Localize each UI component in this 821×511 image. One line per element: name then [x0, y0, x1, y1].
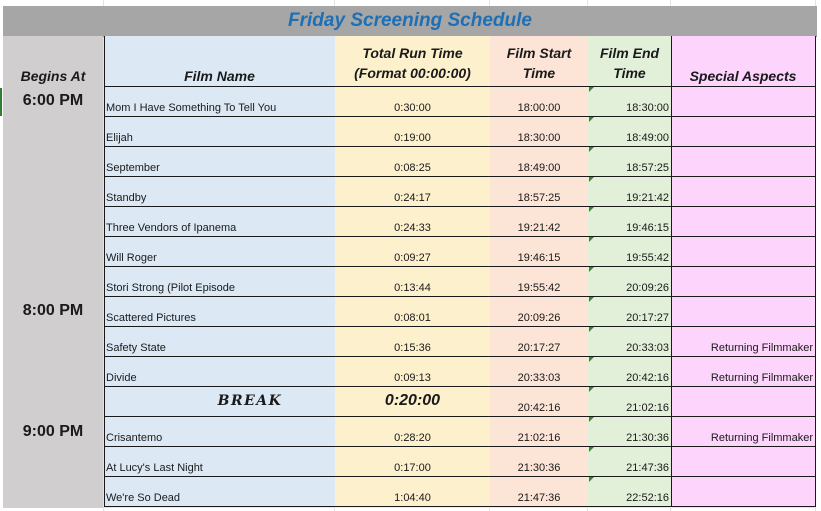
start-time-cell[interactable]: 18:30:00 — [517, 132, 561, 144]
row-border — [104, 176, 816, 177]
special-aspects-cell[interactable] — [671, 296, 814, 326]
row-border — [104, 326, 816, 327]
start-time-cell[interactable]: 19:46:15 — [517, 252, 561, 264]
start-time-cell[interactable]: 21:30:36 — [517, 462, 561, 474]
special-aspects-cell[interactable] — [671, 476, 814, 506]
cell-warning-icon — [589, 477, 594, 482]
cell-warning-icon — [589, 297, 594, 302]
row-border — [104, 386, 816, 387]
cell-warning-icon — [589, 447, 594, 452]
header-end-time[interactable]: Film End Time — [599, 45, 660, 81]
run-time-cell[interactable]: 0:24:17 — [394, 192, 431, 204]
special-aspects-cell[interactable] — [671, 386, 814, 416]
cell-warning-icon — [589, 147, 594, 152]
run-time-cell[interactable]: 0:17:00 — [394, 462, 431, 474]
film-name-cell[interactable]: Will Roger — [106, 252, 157, 264]
start-time-cell[interactable]: 19:21:42 — [517, 222, 561, 234]
column-border — [671, 36, 672, 507]
special-aspects-cell[interactable]: Returning Filmmaker — [710, 432, 813, 444]
film-name-cell[interactable]: Mom I Have Something To Tell You — [106, 102, 277, 114]
end-time-cell[interactable]: 19:46:15 — [626, 222, 669, 234]
header-special-aspects[interactable]: Special Aspects — [689, 68, 797, 84]
row-border — [104, 296, 816, 297]
start-time-cell[interactable]: 20:17:27 — [517, 342, 561, 354]
row-border — [104, 86, 816, 87]
time-label-8pm[interactable]: 8:00 PM — [22, 302, 84, 319]
cell-warning-icon — [589, 237, 594, 242]
run-time-cell[interactable]: 0:09:13 — [394, 372, 431, 384]
special-aspects-cell[interactable] — [671, 266, 814, 296]
end-time-cell[interactable]: 18:49:00 — [626, 132, 669, 144]
header-begins-at[interactable]: Begins At — [20, 68, 86, 84]
end-time-cell[interactable]: 22:52:16 — [626, 492, 669, 504]
row-border — [104, 116, 816, 117]
time-label-9pm[interactable]: 9:00 PM — [22, 423, 84, 440]
run-time-cell[interactable]: 0:15:36 — [394, 342, 431, 354]
start-time-cell[interactable]: 19:55:42 — [517, 282, 561, 294]
film-name-cell[interactable]: At Lucy's Last Night — [106, 462, 203, 474]
start-time-cell[interactable]: 18:49:00 — [517, 162, 561, 174]
column-border — [104, 36, 105, 507]
row-border — [104, 206, 816, 207]
film-name-cell[interactable]: Crisantemo — [106, 432, 163, 444]
header-run-time[interactable]: Total Run Time (Format 00:00:00) — [354, 45, 471, 81]
end-time-cell[interactable]: 20:33:03 — [626, 342, 669, 354]
film-name-cell[interactable]: Safety State — [106, 342, 166, 354]
run-time-cell[interactable]: 0:08:25 — [394, 162, 431, 174]
active-row-marker — [0, 88, 2, 116]
time-label-6pm[interactable]: 6:00 PM — [22, 92, 84, 109]
special-aspects-cell[interactable] — [671, 86, 814, 116]
cell-warning-icon — [589, 177, 594, 182]
special-aspects-cell[interactable] — [671, 206, 814, 236]
film-name-cell[interactable]: We're So Dead — [106, 492, 181, 504]
run-time-cell[interactable]: 1:04:40 — [394, 492, 431, 504]
film-name-cell[interactable]: Divide — [106, 372, 137, 384]
film-name-cell[interactable]: Elijah — [106, 132, 133, 144]
row-border — [104, 356, 816, 357]
special-aspects-cell[interactable]: Returning Filmmaker — [710, 342, 813, 354]
start-time-cell[interactable]: 18:57:25 — [517, 192, 561, 204]
run-time-cell[interactable]: 0:20:00 — [384, 392, 441, 409]
row-border — [104, 236, 816, 237]
run-time-cell[interactable]: 0:09:27 — [394, 252, 431, 264]
start-time-cell[interactable]: 20:42:16 — [517, 402, 561, 414]
special-aspects-cell[interactable] — [671, 176, 814, 206]
special-aspects-cell[interactable]: Returning Filmmaker — [710, 372, 813, 384]
header-start-time[interactable]: Film Start Time — [506, 45, 572, 81]
end-time-cell[interactable]: 19:55:42 — [626, 252, 669, 264]
end-time-cell[interactable]: 18:57:25 — [626, 162, 669, 174]
end-time-cell[interactable]: 20:09:26 — [626, 282, 669, 294]
start-time-cell[interactable]: 21:47:36 — [517, 492, 561, 504]
end-time-cell[interactable]: 20:17:27 — [626, 312, 669, 324]
run-time-cell[interactable]: 0:13:44 — [394, 282, 431, 294]
film-name-cell[interactable]: Standby — [106, 192, 147, 204]
start-time-cell[interactable]: 21:02:16 — [517, 432, 561, 444]
row-border — [104, 146, 816, 147]
film-name-cell[interactable]: September — [106, 162, 160, 174]
row-border — [104, 266, 816, 267]
run-time-cell[interactable]: 0:19:00 — [394, 132, 431, 144]
cell-warning-icon — [589, 357, 594, 362]
start-time-cell[interactable]: 20:09:26 — [517, 312, 561, 324]
special-aspects-cell[interactable] — [671, 116, 814, 146]
end-time-cell[interactable]: 21:47:36 — [626, 462, 669, 474]
film-name-cell[interactable]: Three Vendors of Ipanema — [106, 222, 237, 234]
end-time-cell[interactable]: 21:30:36 — [626, 432, 669, 444]
row-border — [104, 416, 816, 417]
special-aspects-cell[interactable] — [671, 236, 814, 266]
row-border — [104, 446, 816, 447]
schedule-title[interactable]: Friday Screening Schedule — [3, 6, 817, 37]
run-time-cell[interactable]: 0:30:00 — [394, 102, 431, 114]
cell-warning-icon — [589, 417, 594, 422]
cell-warning-icon — [589, 117, 594, 122]
row-border — [104, 476, 816, 477]
run-time-cell[interactable]: 0:28:20 — [394, 432, 431, 444]
end-time-cell[interactable]: 20:42:16 — [626, 372, 669, 384]
cell-warning-icon — [589, 207, 594, 212]
special-aspects-cell[interactable] — [671, 146, 814, 176]
cell-warning-icon — [589, 87, 594, 92]
end-time-cell[interactable]: 19:21:42 — [626, 192, 669, 204]
cell-warning-icon — [589, 267, 594, 272]
film-name-cell[interactable]: Scattered Pictures — [106, 312, 196, 324]
special-aspects-cell[interactable] — [671, 446, 814, 476]
start-time-cell[interactable]: 18:00:00 — [517, 102, 561, 114]
row-border — [104, 506, 816, 507]
run-time-cell[interactable]: 0:08:01 — [394, 312, 431, 324]
end-time-cell[interactable]: 18:30:00 — [626, 102, 669, 114]
cell-warning-icon — [589, 387, 594, 392]
header-film-name[interactable]: Film Name — [184, 68, 255, 84]
film-name-cell[interactable]: Stori Strong (Pilot Episode — [106, 282, 236, 294]
film-name-cell[interactable]: BREAK — [217, 393, 283, 409]
run-time-cell[interactable]: 0:24:33 — [394, 222, 431, 234]
end-time-cell[interactable]: 21:02:16 — [626, 402, 669, 414]
column-border — [815, 36, 816, 507]
start-time-cell[interactable]: 20:33:03 — [517, 372, 561, 384]
cell-warning-icon — [589, 327, 594, 332]
